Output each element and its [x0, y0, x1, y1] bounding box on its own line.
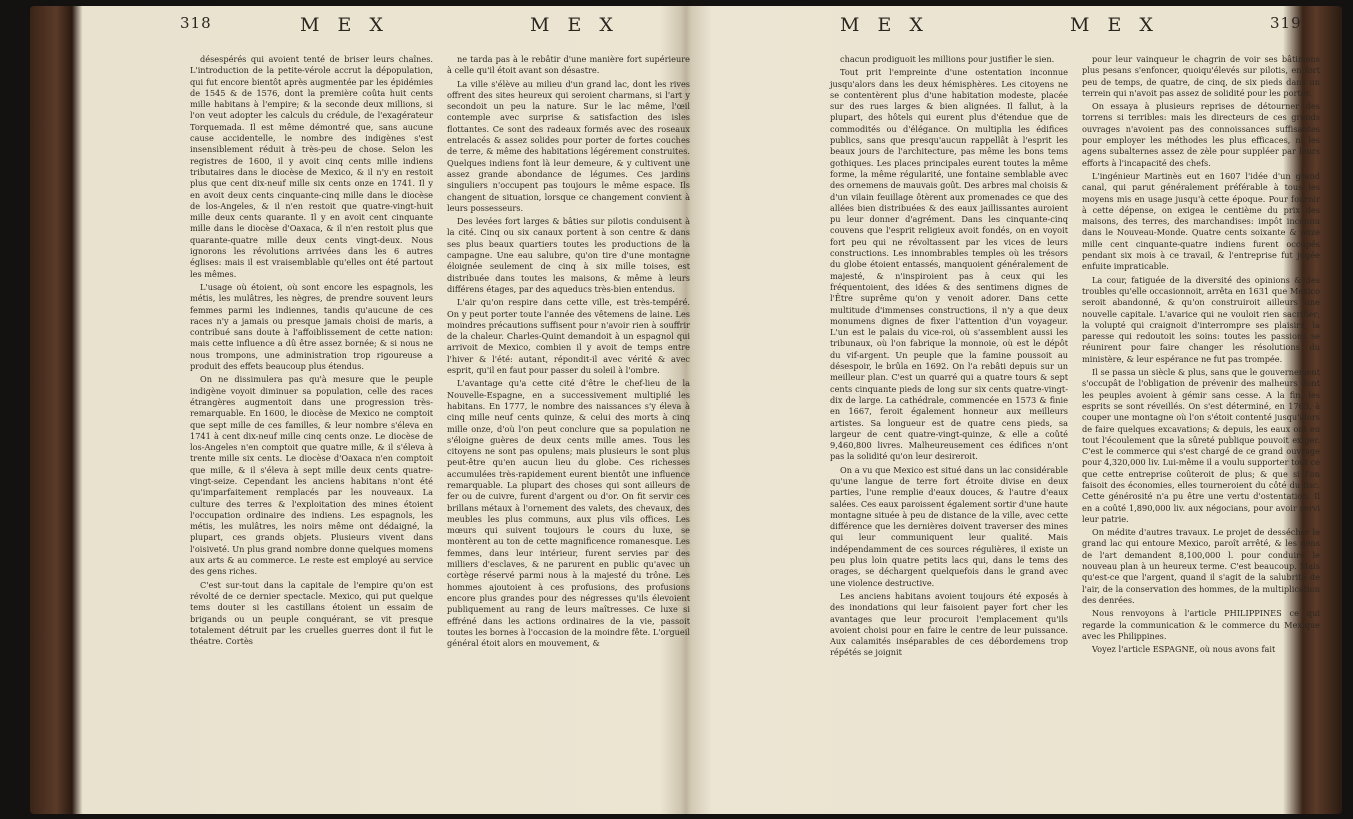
open-book [30, 6, 1342, 814]
right-column-1 [830, 54, 1068, 814]
paragraph: désespérés qui avoient tenté de briser leurs chaînes. L'introduction de la petite-vérole accrut la dépopulation, qui fut encore bientôt après augmentée par les épidémies de 1545 & de 1576, dont la première coûta huit cents mille habitans à l'empire; & la seconde deux millions, si l'on veut adopter les calculs du crédule, de l'exagérateur Torquemada. Il est même démontré que, sans aucune cause accidentelle, le nombre des indigènes s'est insensiblement réduit à très-peu de chose. Selon les registres de 1600, il y avoit cinq cents mille indiens tributaires dans le diocèse de Mexico, & il n'y en restoit plus que cent dix-neuf mille six cents onze en 1741. Il y en avoit deux cents cinquante-cinq mille dans le diocèse de los-Angeles, & il n'en restoit que quatre-vingt-huit mille deux cents quarante. Il y en avoit cent cinquante mille dans le diocèse d'Oaxaca, & il n'en restoit plus que quarante-quatre mille deux cents vingt-deux. Nous ignorons les révolutions arrivées dans les 6 autres églises: mais il est vraisemblable qu'elles ont été partout les mêmes. [190, 54, 433, 279]
paragraph: ne tarda pas à le rebâtir d'une manière fort supérieure à celle qu'il étoit avant son désastre. [447, 54, 690, 76]
left-head-title-2: M E X [530, 14, 619, 36]
left-head-title-1: M E X [300, 14, 389, 36]
paragraph: Voyez l'article ESPAGNE, où nous avons fait [1092, 644, 1276, 655]
paragraph: La cour, fatiguée de la diversité des opinions & des troubles qu'elle occasionnoit, arrêta en 1631 que Mexico seroit abandonné, & qu'on construiroit ailleurs une nouvelle capitale. L'avarice qui ne vouloit rien sacrifier; la volupté qui craignoit d'interrompre ses plaisirs; la paresse qui redoutoit les soins: toutes les passions se réunirent pour faire changer les résolutions du ministère, & leur espérance ne fut pas trompée. [1082, 274, 1320, 364]
paragraph: L'ingénieur Martinès eut en 1607 l'idée d'un grand canal, qui parut généralement préférable à tous les moyens mis en usage jusqu'à cette époque. Pour fournir à cette dépense, on exigea le centième du prix des maisons, des terres, des marchandises: impôt inconnu dans le Nouveau-Monde. Quatre cents soixante & onze mille cent cinquante-quatre indiens furent occupés pendant six mois à ce travail, & l'entreprise fut jugée enfuite impraticable. [1082, 170, 1320, 272]
left-page-number: 318 [180, 14, 212, 32]
paragraph: On a vu que Mexico est situé dans un lac considérable qu'une langue de terre fort étroite divise en deux parties, l'une remplie d'eaux douces, & l'autre d'eaux salées. Ces eaux paroissent également sortir d'une haute montagne située à peu de distance de la ville, avec cette différence que les dernières doivent traverser des mines qui leur communiquent leur qualité. Mais indépendamment de ces sources régulières, il existe un peu plus loin quatre petits lacs qui, dans le tems des orages, se déchargent quelquefois dans le grand avec une violence destructive. [830, 464, 1068, 588]
paragraph: chacun prodiguoit les millions pour justifier le sien. [840, 54, 1055, 64]
paragraph: On essaya à plusieurs reprises de détourner des torrens si terribles: mais les directeurs de ces grands ouvrages n'avoient pas des connoissances suffisantes pour employer les méthodes les plus efficaces, ni les agens subalternes assez de zèle pour suppléer par leurs efforts à l'incapacité des chefs. [1082, 101, 1320, 168]
paragraph: L'avantage qu'a cette cité d'être le chef-lieu de la Nouvelle-Espagne, en a successivement multiplié les habitans. En 1777, le nombre des naissances s'y éleva à cinq mille neuf cents quinze, & celui des morts à cinq mille onze, d'où l'on peut conclure que sa population ne s'éloigne guères de deux cents mille ames. Tous les citoyens ne sont pas opulens; mais plusieurs le sont plus peut-être qu'en aucun lieu du globe. Ces richesses accumulées très-rapidement eurent bientôt une influence remarquable. La plupart des choses qui sont ailleurs de fer ou de cuivre, furent d'argent ou d'or. On fit servir ces brillans métaux à l'ornement des valets, des chevaux, des meubles les plus communs, aux plus vils offices. Les mœurs qui suivent toujours le cours du luxe, se montèrent au ton de cette magnificence romanesque. Les femmes, dans leur intérieur, furent servies par des milliers d'esclaves, & ne parurent en public qu'avec un cortège réservé parmi nous à la majesté du trône. Les hommes ajoutoient à ces profusions, des profusions encore plus grandes pour des négresses qu'ils élevoient publiquement au rang de leurs maîtresses. Ce luxe si effréné dans les actions ordinaires de la vie, passoit toutes les bornes à l'occasion de la moindre fête. L'orgueil général étoit alors en mouvement, & [447, 378, 690, 649]
paragraph: On médite d'autres travaux. Le projet de dessécher le grand lac qui entoure Mexico, paroît arrêté, & les gens de l'art demandent 8,100,000 l. pour conduire le nouveau plan à un heureux terme. C'est beaucoup. Mais qu'est-ce que l'argent, quand il s'agit de la salubrité de l'air, de la conservation des hommes, de la multiplication des denrées. [1082, 527, 1320, 605]
left-page [180, 14, 690, 814]
paragraph: L'air qu'on respire dans cette ville, est très-tempéré. On y peut porter toute l'année des vêtemens de laine. Les moindres précautions suffisent pour n'avoir rien à souffrir de la chaleur. Charles-Quint demandoit à un espagnol qui arrivoit de Mexico, combien il y avoit de temps entre l'hiver & l'été: autant, répondit-il avec vérité & avec esprit, qu'il en faut pour passer du soleil à l'ombre. [447, 297, 690, 376]
right-head-title-2: M E X [1070, 14, 1159, 36]
paragraph: La ville s'élève au milieu d'un grand lac, dont les rives offrent des sites heureux qui seroient charmans, si l'art y secondoit un peu la nature. Sur le lac même, l'œil contemple avec surprise & satisfaction des isles flottantes. Ce sont des radeaux formés avec des roseaux entrelacés & assez solides pour porter de fortes couches de terre, & même des habitations légérement construites. Quelques indiens font là leur demeure, & y cultivent une assez grande abondance de légumes. Ces jardins singuliers n'occupent pas toujours le même espace. Ils changent de situation, lorsque ce changement convient à leurs possesseurs. [447, 78, 690, 213]
left-column-2 [447, 54, 690, 814]
paragraph: Tout prit l'empreinte d'une ostentation inconnue jusqu'alors dans les deux hémisphères. Les citoyens ne se contentèrent plus d'une habitation modeste, placée sur des rues larges & bien alignées. Il fallut, à la plupart, des hôtels qui eurent plus d'étendue que de commodités ou d'élégance. On multiplia les édifices publics, sans que presqu'aucun rappellât à l'esprit les beaux jours de l'architecture, pas même les bons tems gothiques. Les places principales eurent toutes la même forme, la même régularité, une fontaine semblable avec des ornemens de mauvais goût. Des arbres mal choisis & d'un vilain feuillage ôtèrent aux promenades ce que des allées bien distribuées & des eaux jaillissantes auroient pu leur donner d'agrément. Dans les cinquante-cinq couvens que l'esprit religieux avoit fondés, on en voyoit fort peu qui ne révoltassent par les vices de leurs constructions. Les innombrables temples où les trésors du globe étoient entassés, manquoient généralement de majesté, & n'inspiroient pas à ceux qui les fréquentoient, des idées & des sentimens dignes de l'Être suprême qu'on y venoit adorer. Dans cette multitude d'immenses constructions, il n'y a que deux monumens dignes de fixer l'attention d'un voyageur. L'un est le palais du vice-roi, où s'assemblent aussi les tribunaux, où l'on fabrique la monnoie, où est le dépôt du vif-argent. Un peuple que la famine poussoit au désespoir, le brûla en 1692. On l'a rebâti depuis sur un meilleur plan. C'est un quarré qui a quatre tours & sept cents cinquante pieds de long sur six cents quatre-vingt-dix de large. La cathédrale, commencée en 1573 & finie en 1667, feroit également honneur aux meilleurs artistes. Sa longueur est de quatre cens pieds, sa largeur de cent quatre-vingt-quinze, & elle a coûté 9,460,800 livres. Malheureusement ces édifices n'ont pas la solidité qu'on leur desireroit. [830, 67, 1069, 462]
paragraph: L'usage où étoient, où sont encore les espagnols, les métis, les mulâtres, les nègres, de prendre souvent leurs femmes parmi les indiennes, tandis qu'aucune de ces races n'y a jamais ou presque jamais choisi de maris, a contribué sans doute à l'affoiblissement de cette nation: mais cette influence a dû être assez bornée; & si nous ne nous trompons, une administration trop rigoureuse a produit des effets beaucoup plus étendus. [190, 281, 433, 372]
right-page [830, 14, 1320, 814]
paragraph: Des levées fort larges & bâties sur pilotis conduisent à la cité. Cinq ou six canaux portent à son centre & dans ses plus beaux quartiers toutes les productions de la campagne. Une eau salubre, qu'on tire d'une montagne éloignée seulement de cinq à six mille toises, est distribuée dans toutes les maisons, & même à leurs différens étages, par des aqueducs très-bien entendus. [447, 216, 690, 294]
right-page-number: 319 [1270, 14, 1302, 32]
paragraph: On ne dissimulera pas qu'à mesure que le peuple indigène voyoit diminuer sa population, celle des races étrangères augmentoit dans une progression très-remarquable. En 1600, le diocèse de Mexico ne comptoit que sept mille de ces familles, & leur nombre s'éleva en 1741 à cent dix-neuf mille cinq cents onze. Le diocèse de los-Angeles n'en comptoit que quatre mille, & il s'éleva à trente mille six cents. Le diocèse d'Oaxaca n'en comptoit que mille, & il s'éleva à sept mille deux cents quatre-vingt-seize. Cependant les anciens habitans n'ont été qu'imparfaitement remplacés par les nouveaux. La culture des terres & l'exploitation des mines étoient l'occupation ordinaire des indiens. Les espagnols, les métis, les mulâtres, les noirs même ont dédaigné, la plupart, ces grands objets. Plusieurs vivent dans l'oisiveté. Un plus grand nombre donne quelques momens aux arts & au commerce. Le reste est employé au service des gens riches. [190, 374, 433, 577]
right-running-head [830, 14, 1320, 42]
paragraph: Il se passa un siècle & plus, sans que le gouvernement s'occupât de l'obligation de prévenir des malheurs dont les peuples avoient à gémir sans cesse. A la fin, les esprits se sont réveillés. On s'est déterminé, en 1763, à couper une montagne où l'on s'étoit contenté jusqu'alors de faire quelques excavations; & depuis, les eaux ont eu tout l'écoulement que la sûreté publique pouvoit exiger. C'est le commerce qui s'est chargé de ce grand ouvrage pour 4,320,000 liv. Lui-même il a voulu supporter tout ce que cette entreprise coûteroit de plus; & que si l'on faisoit des économies, elles tourneroient du côté du fisc. Cette générosité n'a pu être une vertu d'ostentation. Il en a coûté 1,890,000 liv. aux négocians, pour avoir servi leur patrie. [1082, 367, 1320, 524]
paragraph: Les anciens habitans avoient toujours été exposés à des inondations qui leur faisoient payer fort cher les avantages que leur procuroit l'emplacement qu'ils avoient choisi pour en faire le centre de leur puissance. Aux calamités inséparables de ces débordemens trop répétés se joignit [830, 590, 1068, 658]
right-head-title-1: M E X [840, 14, 929, 36]
left-running-head [180, 14, 690, 42]
paragraph: pour leur vainqueur le chagrin de voir ses bâtimens plus pesans s'enfoncer, quoiqu'élevés sur pilotis, en fort peu de temps, de quatre, de cinq, de six pieds dans un terrein qui n'avoit pas assez de solidité pour les porter. [1082, 54, 1320, 98]
paragraph: Nous renvoyons à l'article PHILIPPINES ce qui regarde la communication & le commerce du Mexique avec les Philippines. [1082, 608, 1320, 641]
left-column-1 [190, 54, 433, 814]
right-column-2 [1082, 54, 1320, 814]
paragraph: C'est sur-tout dans la capitale de l'empire qu'on est révolté de ce dernier spectacle. Mexico, qui put quelque tems douter si les castillans étoient un essaim de brigands ou un peuple conquérant, se vit presque totalement détruit par les cruelles guerres dont il fut le théatre. Cortès [190, 579, 433, 647]
